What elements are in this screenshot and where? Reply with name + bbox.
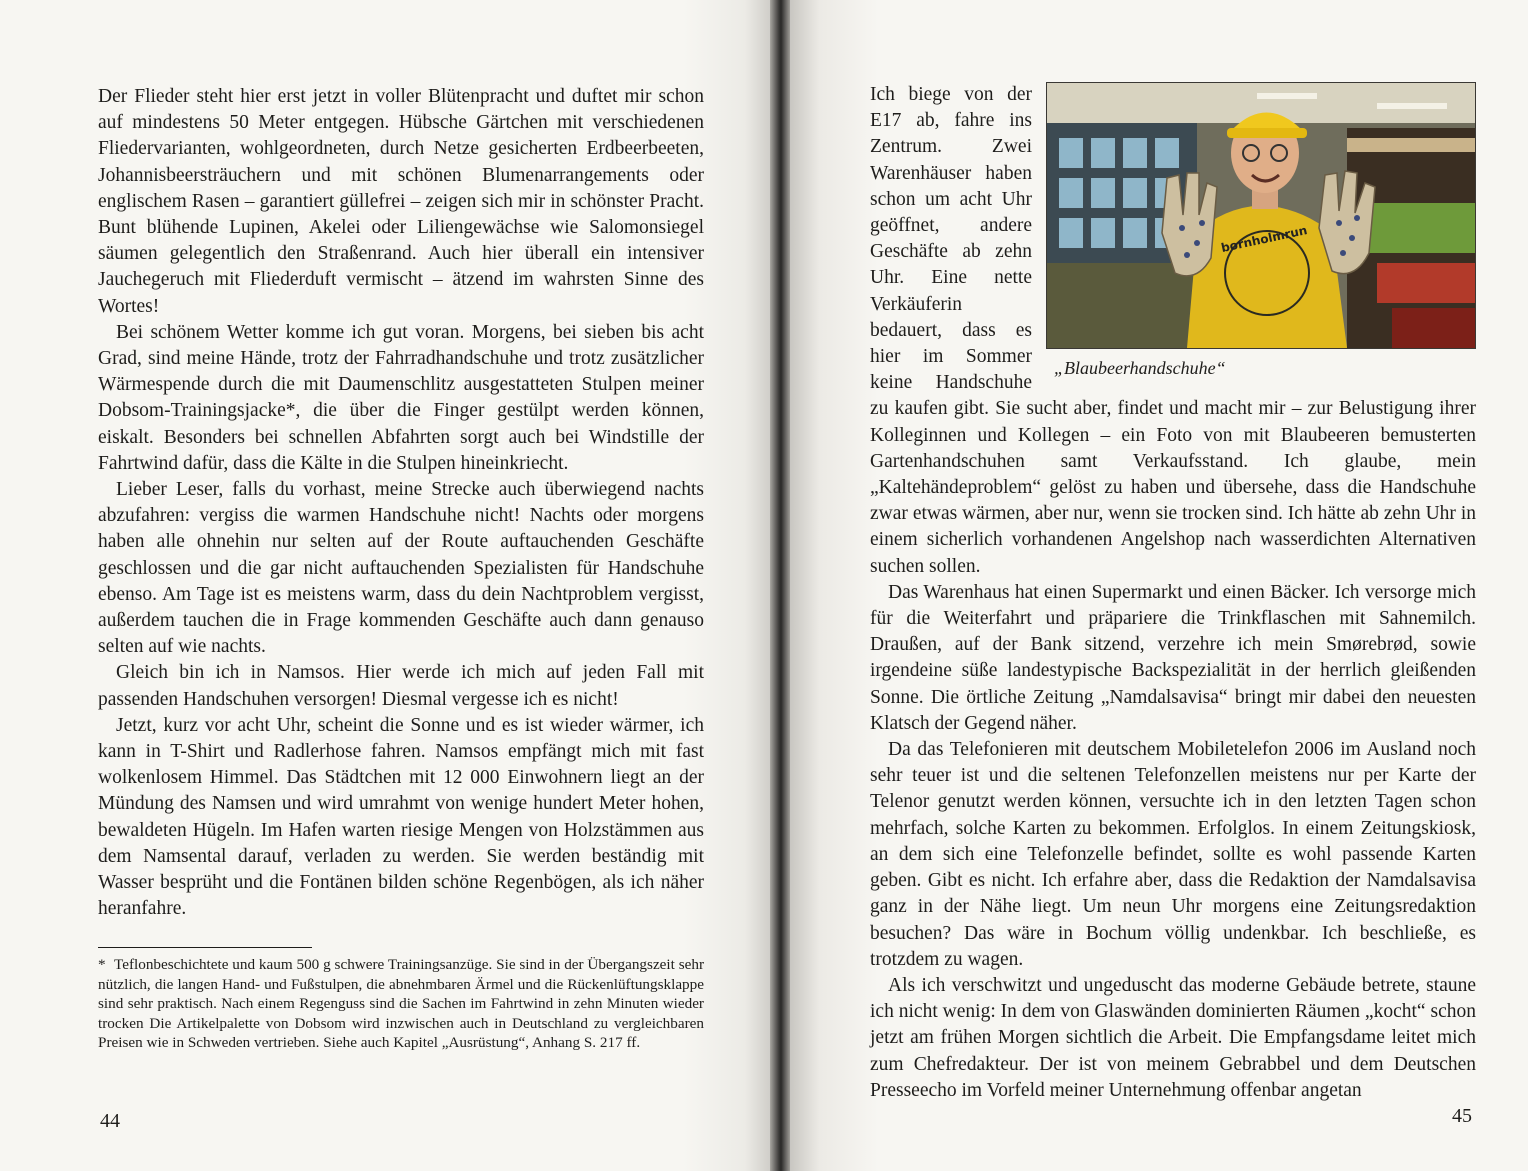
paragraph: Als ich verschwitzt und ungeduscht das moderne Gebäude betrete, staune ich nicht wenig: In dem von Glaswänden dominierten Räumen „kocht“ schon jetzt am frühen Morgen sichtlich die Arbeit. Die Empfangsdame leitet mich zum Chefredakteur. Der ist von meinem Gebrabbel und dem Deutschen Presseecho im Vorfeld meiner Unternehmung offenbar angetan	[870, 974, 1476, 1101]
shirt-text: bornholmrun	[1219, 223, 1309, 256]
photo-caption: „Blaubeerhandschuhe“	[1054, 358, 1226, 378]
paragraph: Der Flieder steht hier erst jetzt in voller Blütenpracht und duftet mir schon auf mindestens 50 Meter entgegen. Hübsche Gärtchen mit verschiedenen Fliedervarianten, wohlgeordneten, durch Netze gesicherten Erdbeerbeeten, Johannisbeersträuchern und mit schönen Blumenarrangements oder englischem Rasen – garantiert güllefrei – zeigen sich mir in schönster Pracht. Bunt blühende Lupinen, Akelei oder Liliengewächse wie Salomonsiegel säumen gelegentlich den Straßenrand. Auch hier überall ein intensiver Jauchegeruch mit Fliederduft vermischt – ätzend im wahrsten Sinne des Wortes!	[98, 86, 704, 317]
paragraph: Lieber Leser, falls du vorhast, meine Strecke auch überwiegend nachts abzufahren: vergiss die warmen Handschuhe nicht! Nachts oder morgens haben alle ohnehin nur selten auf der Route auftauchenden Geschäfte geschlossen und die gar nicht auftauchenden Spezialisten für Handschuhe ebenso. Am Tage ist es meistens warm, dass du dein Nachtproblem vergisst, außerdem tauchen die in Frage kommenden Geschäfte auch dann genauso selten auf wie nachts.	[98, 479, 704, 658]
paragraph: Das Warenhaus hat einen Supermarkt und einen Bäcker. Ich versorge mich für die Weiterfahrt und präpariere die Trinkflaschen mit Sahnemilch. Draußen, auf der Bank sitzend, verzehre ich mein Smørebrød, sowie irgendeine süße landestypische Backspezialität in der herrlich gleißenden Sonne. Die örtliche Zeitung „Namdalsavisa“ bringt mir dabei den neuesten Klatsch der Gegend näher.	[870, 581, 1476, 734]
book-gutter	[770, 0, 790, 1171]
left-page-body	[98, 84, 704, 923]
page-number-left: 44	[100, 1110, 120, 1132]
paragraph: Jetzt, kurz vor acht Uhr, scheint die Sonne und es ist wieder wärmer, ich kann in T-Shirt und Radlerhose fahren. Namsos empfängt mich mit fast wolkenlosem Himmel. Das Städtchen mit 12 000 Einwohnern liegt an der Mündung des Namsen und wird umrahmt von wenige hundert Meter hohen, bewaldeten Hügeln. Im Hafen warten riesige Mengen von Holzstämmen aus dem Namsental darauf, verladen zu werden. Sie werden beständig mit Wasser besprüht und die Fontänen bilden schöne Regenbögen, als ich näher heranfahre.	[98, 714, 704, 920]
footnote-text: Teflonbeschichtete und kaum 500 g schwere Trainingsanzüge. Sie sind in der Übergangszeit sehr nützlich, die langen Hand- und Fußstulpen, die abnehmbaren Ärmel und die Rückenlüftungsklappe sind sehr praktisch. Nach einem Regenguss sind die Sachen im Fahrtwind in zehn Minuten wieder trocken Die Artikelpalette von Dobsom wird inzwischen auch in Deutschland zu vergleichbaren Preisen wie in Schweden vertrieben. Siehe auch Kapitel „Ausrüstung“, Anhang S. 217 ff.	[98, 956, 704, 1052]
footnote	[98, 955, 704, 1053]
photo-illustration	[1047, 83, 1475, 348]
paragraph: Bei schönem Wetter komme ich gut voran. Morgens, bei sieben bis acht Grad, sind meine Hände, trotz der Fahrradhandschuhe und trotz zusätzlicher Wärmespende durch die mit Daumenschlitz ausgestatteten Stulpen meiner Dobsom-Trainingsjacke*, die über die Finger gestülpt werden können, eiskalt. Besonders bei schnellen Abfahrten sorgt auch bei Windstille der Fahrtwind dafür, dass die Kälte in die Stulpen hineinkriecht.	[98, 321, 704, 474]
paragraph: Gleich bin ich in Namsos. Hier werde ich mich auf jeden Fall mit passenden Handschuhen versorgen! Diesmal vergesse ich es nicht!	[98, 662, 704, 710]
page-number-right: 45	[1452, 1105, 1472, 1127]
right-page-body	[870, 82, 1476, 1104]
photo-figure	[1046, 82, 1476, 381]
footnote-divider	[98, 947, 312, 948]
paragraph: Ich biege von der E17 ab, fahre ins Zentrum. Zwei Warenhäuser haben schon um acht Uhr geöffnet, andere Geschäfte ab zehn Uhr. Eine nette Verkäuferin bedauert, dass es hier im Sommer keine Handschuhe zu kaufen gibt. Sie sucht aber, findet und macht mir – zur Belustigung ihrer Kolleginnen und Kollegen – ein Foto von mit Blaubeeren bemusterten Gartenhandschuhen samt Verkaufsstand. Ich glaube, mein „Kaltehändeproblem“ gelöst zu haben und übersehe, dass die Handschuhe zwar etwas wärmen, aber nur, wenn sie trocken sind. Ich hätte ab zehn Uhr in einem sicherlich vorhandenen Angelshop nach wasserdichten Alternativen suchen sollen.	[870, 84, 1476, 577]
footnote-mark: *	[98, 956, 106, 973]
paragraph: Da das Telefonieren mit deutschem Mobiletelefon 2006 im Ausland noch sehr teuer ist und die seltenen Telefonzellen meistens nur per Karte der Telenor genutzt werden können, versuchte ich in den letzten Tagen schon mehrfach, solche Karten zu bekommen. Erfolglos. In einem Zeitungskiosk, an dem sich eine Telefonzelle befindet, sollte es wohl passende Karten geben. Gibt es nicht. Ich erfahre aber, dass die Redaktion der Namdalsavisa ganz in der Nähe liegt. Um neun Uhr morgens eine Zeitungsredaktion besuchen? Das wäre in Bochum völlig undenkbar. Ich beschließe, es trotzdem zu wagen.	[870, 739, 1476, 970]
photo-man-with-blueberry-gloves	[1046, 82, 1476, 349]
